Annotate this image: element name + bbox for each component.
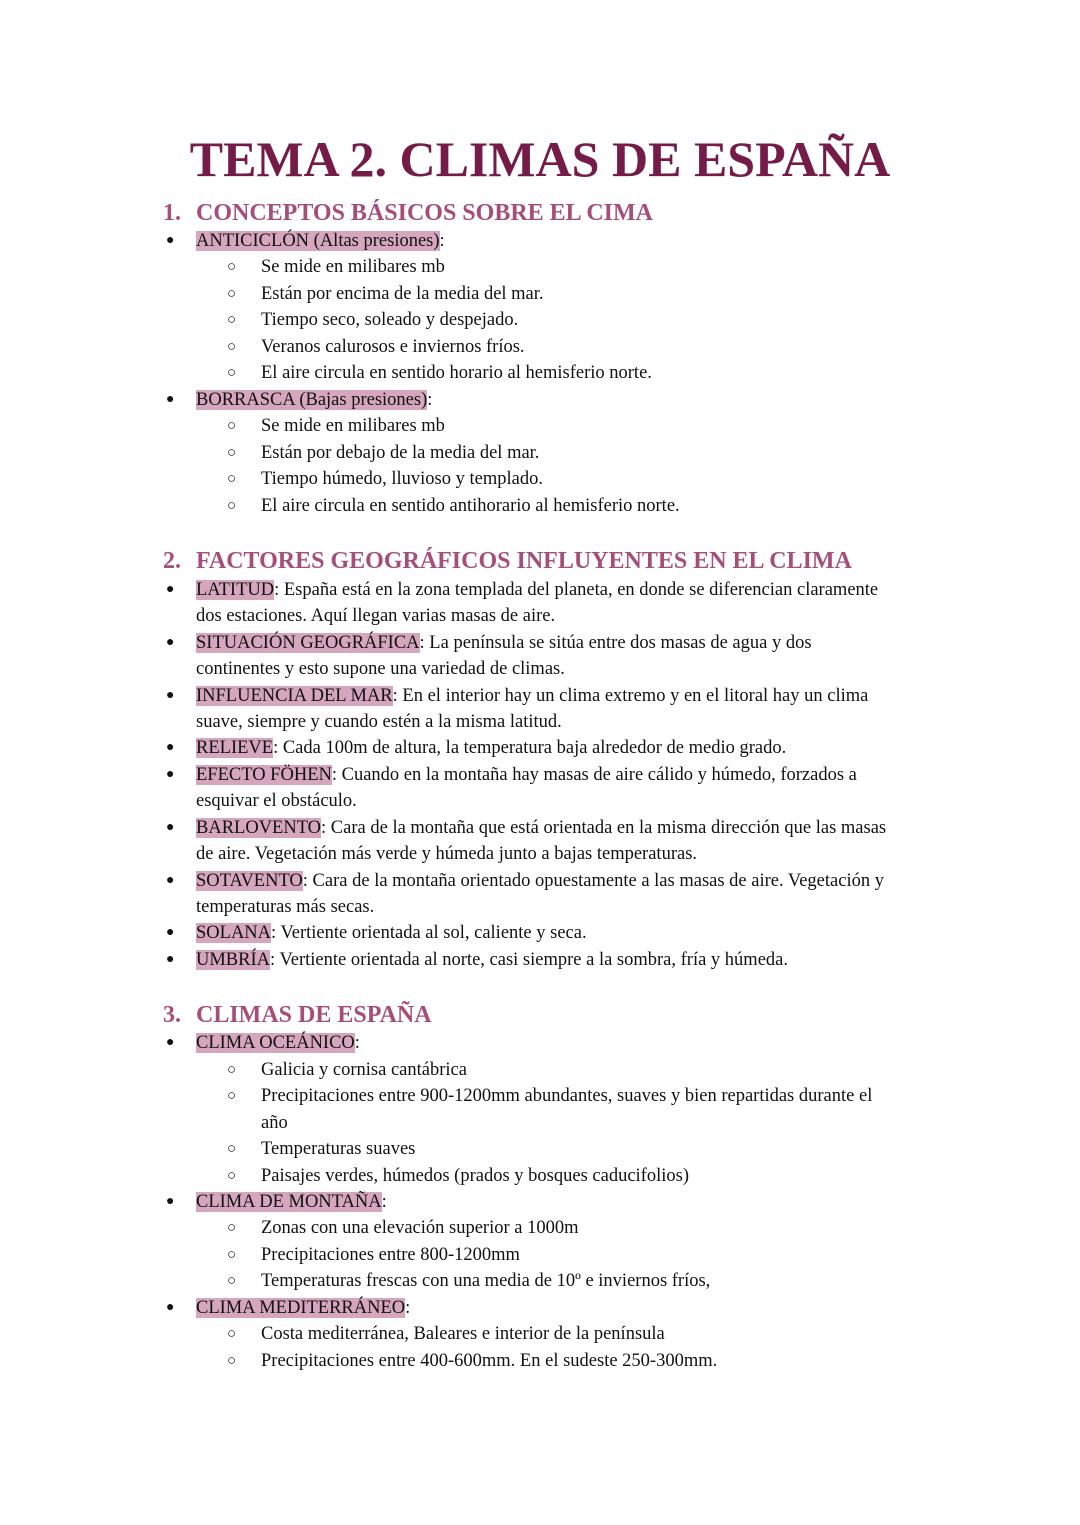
sub-bullet-icon: ○ — [227, 418, 237, 434]
highlighted-term: UMBRÍA — [196, 950, 271, 970]
sub-list-item: Tiempo seco, soleado y despejado. — [261, 310, 519, 330]
sub-bullet-icon: ○ — [227, 1141, 237, 1157]
sub-list-item: Precipitaciones entre 900-1200mm abundantes, suaves y bien repartidas durante el — [261, 1086, 873, 1106]
list-item — [196, 815, 886, 842]
item-text: : Cara de la montaña orientado opuestamente a las masas de aire. Vegetación y — [302, 871, 884, 891]
bullet-icon: ● — [166, 635, 175, 650]
item-text: : La península se sitúa entre dos masas de agua y dos — [419, 633, 812, 653]
section-heading-1 — [163, 198, 963, 228]
list-item — [196, 228, 445, 255]
item-text: : — [381, 1192, 387, 1212]
sub-bullet-icon: ○ — [227, 339, 237, 355]
section-heading-3 — [163, 1000, 963, 1030]
highlighted-term: SITUACIÓN GEOGRÁFICA — [196, 633, 420, 653]
page-title: TEMA 2. CLIMAS DE ESPAÑA — [189, 131, 891, 187]
sub-list-item: Precipitaciones entre 400-600mm. En el sudeste 250-300mm. — [261, 1351, 718, 1371]
sub-list-item: Están por debajo de la media del mar. — [261, 443, 540, 463]
list-item — [196, 1189, 387, 1216]
list-item — [196, 868, 884, 895]
section-heading-text: CONCEPTOS BÁSICOS SOBRE EL CIMA — [196, 200, 654, 226]
sub-list-item: Zonas con una elevación superior a 1000m — [261, 1218, 579, 1238]
sub-bullet-icon: ○ — [227, 445, 237, 461]
list-item — [196, 947, 788, 974]
highlighted-term: EFECTO FÖHEN — [196, 765, 332, 785]
bullet-icon: ● — [166, 1194, 175, 1209]
sub-bullet-icon: ○ — [227, 1062, 237, 1078]
highlighted-term: INFLUENCIA DEL MAR — [196, 686, 393, 706]
item-text: : Cara de la montaña que está orientada en la misma dirección que las masas — [321, 818, 887, 838]
item-continuation: temperaturas más secas. — [196, 897, 375, 917]
sub-list-item: Tiempo húmedo, lluvioso y templado. — [261, 469, 543, 489]
item-text: : Vertiente orientada al norte, casi siempre a la sombra, fría y húmeda. — [270, 950, 788, 970]
list-item — [196, 387, 432, 414]
highlighted-term: CLIMA DE MONTAÑA — [196, 1192, 382, 1212]
item-continuation: suave, siempre y cuando estén a la misma latitud. — [196, 712, 562, 732]
sub-list-item: Están por encima de la media del mar. — [261, 284, 544, 304]
highlighted-term: SOLANA — [196, 923, 272, 943]
sub-bullet-icon: ○ — [227, 1220, 237, 1236]
item-text: : Vertiente orientada al sol, caliente y seca. — [271, 923, 587, 943]
sub-bullet-icon: ○ — [227, 1168, 237, 1184]
highlighted-term: LATITUD — [196, 580, 275, 600]
bullet-icon: ● — [166, 740, 175, 755]
sub-list-item: Se mide en milibares mb — [261, 416, 445, 436]
bullet-icon: ● — [166, 952, 175, 967]
highlighted-term: CLIMA OCEÁNICO — [196, 1033, 355, 1053]
sub-bullet-icon: ○ — [227, 1247, 237, 1263]
bullet-icon: ● — [166, 925, 175, 940]
sub-list-item: Se mide en milibares mb — [261, 257, 445, 277]
item-continuation: esquivar el obstáculo. — [196, 791, 357, 811]
sub-item-continuation: año — [261, 1113, 288, 1133]
highlighted-term: CLIMA MEDITERRÁNEO — [196, 1298, 406, 1318]
section-number: 3. — [163, 1002, 181, 1028]
item-continuation: de aire. Vegetación más verde y húmeda junto a bajas temperaturas. — [196, 844, 698, 864]
sub-list-item: Precipitaciones entre 800-1200mm — [261, 1245, 520, 1265]
sub-bullet-icon: ○ — [227, 498, 237, 514]
item-text: : Cuando en la montaña hay masas de aire cálido y húmedo, forzados a — [331, 765, 857, 785]
highlighted-term: ANTICICLÓN (Altas presiones) — [196, 231, 440, 251]
item-text: : En el interior hay un clima extremo y en el litoral hay un clima — [392, 686, 869, 706]
highlighted-term: BORRASCA (Bajas presiones) — [196, 390, 428, 410]
item-continuation: continentes y esto supone una variedad de climas. — [196, 659, 565, 679]
sub-bullet-icon: ○ — [227, 1088, 237, 1104]
sub-list-item: Temperaturas suaves — [261, 1139, 416, 1159]
bullet-icon: ● — [166, 688, 175, 703]
sub-list-item: El aire circula en sentido antihorario al hemisferio norte. — [261, 496, 680, 516]
section-heading-text: FACTORES GEOGRÁFICOS INFLUYENTES EN EL CLIMA — [196, 548, 852, 574]
sub-bullet-icon: ○ — [227, 312, 237, 328]
sub-bullet-icon: ○ — [227, 471, 237, 487]
bullet-icon: ● — [166, 873, 175, 888]
item-text: : — [354, 1033, 360, 1053]
list-item — [196, 577, 878, 604]
sub-bullet-icon: ○ — [227, 286, 237, 302]
bullet-icon: ● — [166, 767, 175, 782]
item-text: : España está en la zona templada del planeta, en donde se diferencian claramente — [274, 580, 879, 600]
sub-bullet-icon: ○ — [227, 1353, 237, 1369]
list-item — [196, 735, 786, 762]
item-text: : — [439, 231, 445, 251]
sub-bullet-icon: ○ — [227, 1326, 237, 1342]
bullet-icon: ● — [166, 1300, 175, 1315]
bullet-icon: ● — [166, 582, 175, 597]
sub-bullet-icon: ○ — [227, 1273, 237, 1289]
sub-bullet-icon: ○ — [227, 365, 237, 381]
section-heading-text: CLIMAS DE ESPAÑA — [196, 1002, 432, 1028]
item-text: : — [405, 1298, 411, 1318]
section-number: 2. — [163, 548, 181, 574]
list-item — [196, 1295, 410, 1322]
section-number: 1. — [163, 200, 181, 226]
sub-list-item: Temperaturas frescas con una media de 10º e inviernos fríos, — [261, 1271, 711, 1291]
item-text: : Cada 100m de altura, la temperatura baja alrededor de medio grado. — [273, 738, 787, 758]
bullet-icon: ● — [166, 392, 175, 407]
sub-list-item: Paisajes verdes, húmedos (prados y bosques caducifolios) — [261, 1166, 689, 1186]
bullet-icon: ● — [166, 233, 175, 248]
highlighted-term: BARLOVENTO — [196, 818, 322, 838]
list-item — [196, 920, 587, 947]
list-item — [196, 762, 857, 789]
section-heading-2 — [163, 546, 963, 576]
sub-list-item: El aire circula en sentido horario al hemisferio norte. — [261, 363, 652, 383]
bullet-icon: ● — [166, 820, 175, 835]
highlighted-term: RELIEVE — [196, 738, 274, 758]
sub-bullet-icon: ○ — [227, 259, 237, 275]
highlighted-term: SOTAVENTO — [196, 871, 303, 891]
item-continuation: dos estaciones. Aquí llegan varias masas de aire. — [196, 606, 556, 626]
list-item — [196, 630, 812, 657]
sub-list-item: Galicia y cornisa cantábrica — [261, 1060, 467, 1080]
list-item — [196, 1030, 360, 1057]
bullet-icon: ● — [166, 1035, 175, 1050]
list-item — [196, 683, 868, 710]
item-text: : — [427, 390, 433, 410]
sub-list-item: Veranos calurosos e inviernos fríos. — [261, 337, 525, 357]
sub-list-item: Costa mediterránea, Baleares e interior de la península — [261, 1324, 665, 1344]
